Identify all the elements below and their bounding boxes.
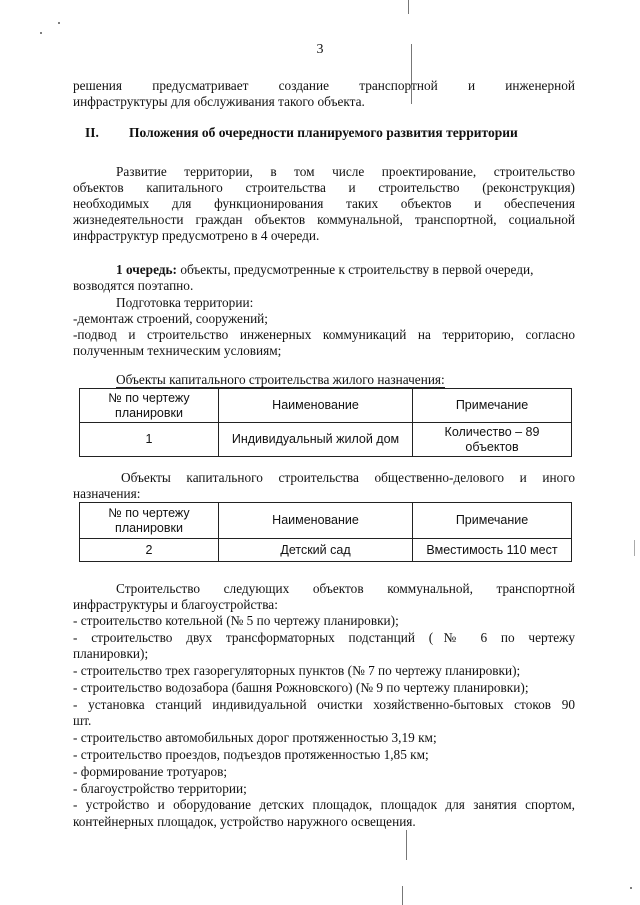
table2-header-number: № по чертежу планировки [80,503,219,539]
scan-margin-line-right [634,540,635,556]
infra-item-3: - строительство трех газорегуляторных пунктов (№ 7 по чертежу планировки); [73,663,521,678]
section-title: Положения об очередности планируемого развития территории [129,125,518,140]
table-row [80,539,572,562]
prep-title: Подготовка территории: [116,295,254,310]
infra-intro-line-1: Строительство следующих объектов коммунальной, транспортной [116,581,575,596]
page-number: 3 [316,42,324,57]
scan-margin-line-bottom [402,886,403,905]
section-number: II. [85,125,99,140]
queue1-label: 1 очередь: [116,262,177,277]
table2-cell-name: Детский сад [219,539,413,562]
infra-item-9: - благоустройство территории; [73,781,247,796]
table2-header-note: Примечание [413,503,572,539]
table1-cell-name: Индивидуальный жилой дом [219,423,413,457]
scan-speck [40,32,42,34]
table1-header-name: Наименование [219,389,413,423]
table-row [80,423,572,457]
table2-header-row [80,503,572,539]
infra-item-7: - строительство проездов, подъездов протяженностью 1,85 км; [73,747,429,762]
scan-margin-line-top [408,0,409,14]
infra-intro-line-2: инфраструктуры и благоустройства: [73,597,278,612]
table1-cell-number: 1 [80,423,219,457]
infra-item-8: - формирование тротуаров; [73,764,228,779]
para1-line-4: жизнедеятельности граждан объектов коммунальной, транспортной, социальной [73,212,575,227]
table-residential [79,388,572,457]
infra-item-10-cont: контейнерных площадок, устройство наружного освещения. [73,814,416,829]
prep-item-3: полученным техническим условиям; [73,343,282,358]
table2-cell-number: 2 [80,539,219,562]
para1-line-2: объектов капитального строительства и строительство (реконструкция) [73,180,575,195]
para1-line-1: Развитие территории, в том числе проектирование, строительство [116,164,575,179]
section-heading [73,125,575,141]
table2-caption-line-2: назначения: [73,486,141,501]
intro-line-1: решения предусматривает создание транспортной и инженерной [73,78,575,93]
queue1-text: объекты, предусмотренные к строительству в первой очереди, [177,262,534,277]
infra-item-5-cont: шт. [73,713,92,728]
prep-item-2: -подвод и строительство инженерных коммуникаций на территорию, согласно [73,327,575,342]
infra-item-5: - установка станций индивидуальной очистки хозяйственно-бытовых стоков 90 [73,697,575,712]
table1-caption: Объекты капитального строительства жилого назначения: [116,372,445,387]
infra-item-1: - строительство котельной (№ 5 по чертежу планировки); [73,613,399,628]
infra-item-2: - строительство двух трансформаторных подстанций (№ 6 по чертежу [73,630,575,645]
queue1-line-1 [116,262,575,278]
queue1-line-2: возводятся поэтапно. [73,278,194,293]
infra-item-10: - устройство и оборудование детских площадок, площадок для занятия спортом, [73,797,575,812]
scan-margin-line-lower [406,830,407,860]
table1-cell-note: Количество – 89 объектов [413,423,572,457]
table1-header-number: № по чертежу планировки [80,389,219,423]
table2-caption-line-1: Объекты капитального строительства общественно-делового и иного [121,470,575,485]
table1-header-note: Примечание [413,389,572,423]
scan-speck [58,22,60,24]
table-public-business [79,502,572,562]
table1-header-row [80,389,572,423]
para1-line-5: инфраструктур предусмотрено в 4 очереди. [73,228,320,243]
prep-item-1: -демонтаж строений, сооружений; [73,311,268,326]
table2-header-name: Наименование [219,503,413,539]
scan-speck [630,887,632,889]
intro-line-2: инфраструктуры для обслуживания такого объекта. [73,94,365,109]
infra-item-2-cont: планировки); [73,646,149,661]
para1-line-3: необходимых для функционирования таких объектов и обеспечения [73,196,575,211]
infra-item-4: - строительство водозабора (башня Рожновского) (№ 9 по чертежу планировки); [73,680,529,695]
infra-item-6: - строительство автомобильных дорог протяженностью 3,19 км; [73,730,437,745]
table2-cell-note: Вместимость 110 мест [413,539,572,562]
